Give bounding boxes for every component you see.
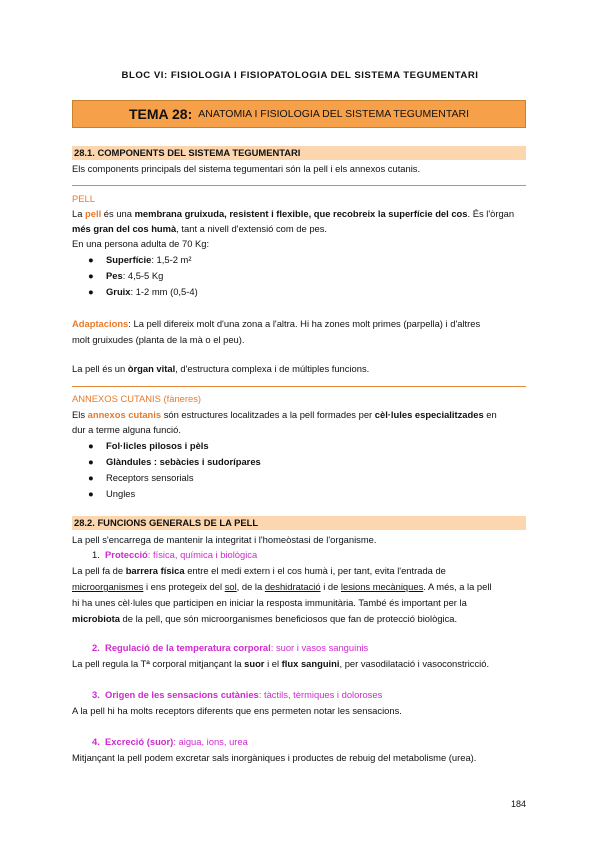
function-heading: 1. Protecció: física, química i biològica (92, 549, 258, 560)
protection-paragraph-line: hi ha unes cèl·lules que participen en iniciar la resposta immunitària. També és important per la (72, 597, 467, 608)
function-heading: 4. Excreció (suor): aigua, ions, urea (92, 736, 248, 747)
pell-paragraph-line: més gran del cos humà, tant a nivell d'extensió com de pes. (72, 223, 328, 234)
adult-intro: En una persona adulta de 70 Kg: (72, 238, 210, 249)
annexos-paragraph-line: dur a terme alguna funció. (72, 424, 181, 435)
list-item: ● Ungles (88, 488, 136, 499)
funcions-intro: La pell s'encarrega de mantenir la integritat i l'homeòstasi de l'organisme. (72, 534, 377, 545)
page-number: 184 (510, 799, 526, 809)
divider (72, 185, 526, 186)
section-heading-funcions: 28.2. FUNCIONS GENERALS DE LA PELL (72, 516, 526, 530)
tema-title: ANATOMIA I FISIOLOGIA DEL SISTEMA TEGUMENTARI (198, 108, 469, 120)
annexos-subheading: ANNEXOS CUTANIS (fàneres) (72, 393, 202, 404)
list-item: ● Superfície: 1,5-2 m² (88, 254, 192, 265)
adaptations-line: molt gruixudes (planta de la mà o el peu). (72, 334, 245, 345)
sensations-paragraph: A la pell hi ha molts receptors diferents que ens permeten notar les sensacions. (72, 705, 402, 716)
annexos-paragraph-line: Els annexos cutanis són estructures localitzades a la pell formades per cèl·lules especialitzades en (72, 409, 497, 420)
protection-paragraph-line: microbiota de la pell, que són microorganismes beneficiosos que fan de protecció biològica. (72, 613, 458, 624)
adaptations-line: Adaptacions: La pell difereix molt d'una zona a l'altra. Hi ha zones molt primes (parpella) i d'altres (72, 318, 481, 329)
components-intro: Els components principals del sistema tegumentari són la pell i els annexos cutanis. (72, 163, 421, 174)
divider (72, 386, 526, 387)
protection-paragraph-line: microorganismes i ens protegeix del sol, de la deshidratació i de lesions mecàniques. A més, a la pell (72, 581, 492, 592)
list-item: ● Gruix: 1-2 mm (0,5-4) (88, 286, 198, 297)
tema-banner (72, 100, 526, 128)
list-item: ● Receptors sensorials (88, 472, 194, 483)
temperature-paragraph: La pell regula la Tª corporal mitjançant la suor i el flux sanguini, per vasodilatació i vasoconstricció. (72, 658, 490, 669)
list-item: ● Pes: 4,5-5 Kg (88, 270, 164, 281)
vital-organ-line: La pell és un òrgan vital, d'estructura complexa i de múltiples funcions. (72, 363, 370, 374)
tema-number: TEMA 28: (128, 106, 193, 122)
protection-paragraph-line: La pell fa de barrera física entre el medi extern i el cos humà i, per tant, evita l'entrada de (72, 565, 446, 576)
bloc-title: BLOC VI: FISIOLOGIA I FISIOPATOLOGIA DEL SISTEMA TEGUMENTARI (121, 70, 479, 81)
section-heading-components: 28.1. COMPONENTS DEL SISTEMA TEGUMENTARI (72, 146, 526, 160)
function-heading: 2. Regulació de la temperatura corporal: suor i vasos sanguinis (92, 642, 369, 653)
excretion-paragraph: Mitjançant la pell podem excretar sals inorgàniques i productes de rebuig del metabolisme (urea). (72, 752, 477, 763)
pell-paragraph-line: La pell és una membrana gruixuda, resistent i flexible, que recobreix la superfície del cos. És l'òrgan (72, 208, 515, 219)
function-heading: 3. Origen de les sensacions cutànies: tàctils, tèrmiques i doloroses (92, 689, 383, 700)
pell-subheading: PELL (72, 193, 95, 204)
list-item: ● Glàndules : sebàcies i sudorípares (88, 456, 261, 467)
list-item: ● Fol·licles pilosos i pèls (88, 440, 209, 451)
